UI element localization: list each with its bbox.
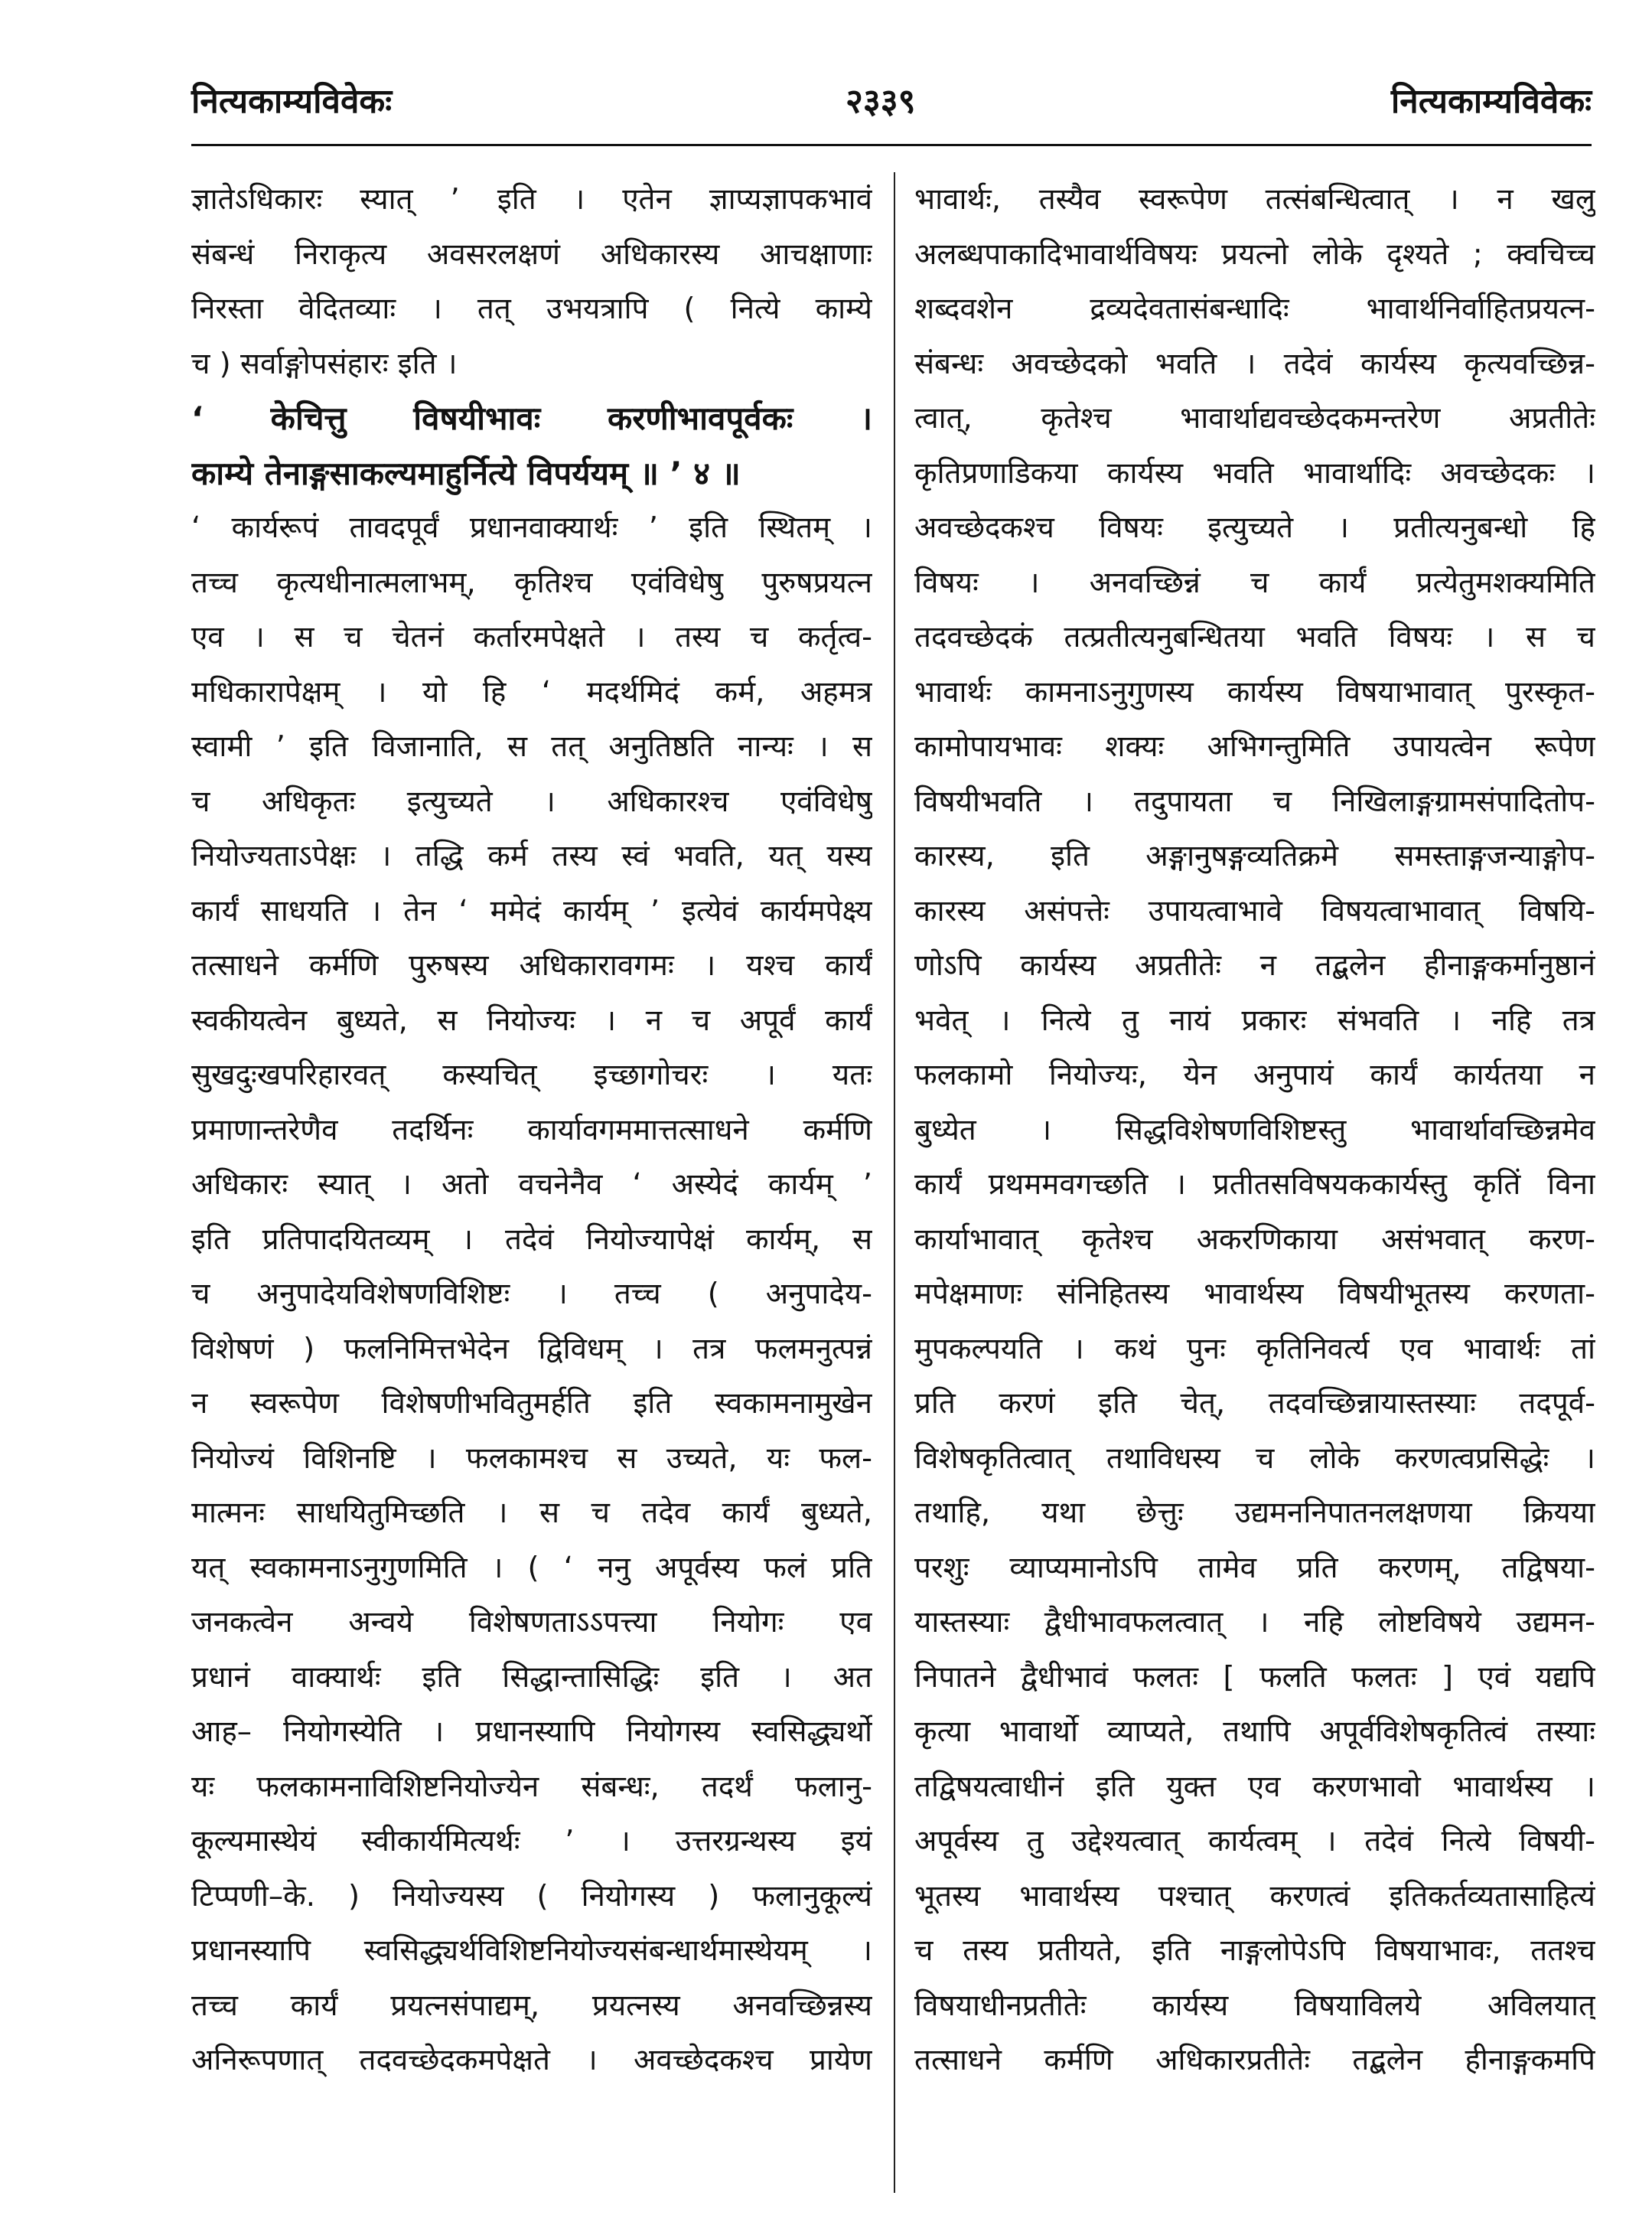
page-number: २३३९ bbox=[846, 82, 916, 121]
text-line: मुपकल्पयति । कथं पुनः कृतिनिवर्त्य एव भावार्थः तां bbox=[914, 1331, 1595, 1366]
text-line: मपेक्षमाणः संनिहितस्य भावार्थस्य विषयीभूतस्य करणता- bbox=[914, 1277, 1595, 1311]
text-line: तच्च कृत्यधीनात्मलाभम्, कृतिश्च एवंविधेषु पुरुषप्रयत्न bbox=[191, 565, 872, 600]
text-line: त्वात्, कृतेश्च भावार्थाद्यवच्छेदकमन्तरेण अप्रतीतेः bbox=[914, 401, 1595, 436]
text-line: विषयः । अनवच्छिन्नं च कार्यं प्रत्येतुमशक्यमिति bbox=[914, 565, 1595, 600]
text-line: विशेषकृतित्वात् तथाविधस्य च लोके करणत्वप्रसिद्धेः । bbox=[914, 1440, 1595, 1476]
text-line: अधिकारः स्यात् । अतो वचनेनैव ‘ अस्येदं कार्यम् ’ bbox=[191, 1167, 872, 1202]
running-title-right: नित्यकाम्यविवेकः bbox=[1390, 82, 1592, 121]
text-line: कार्याभावात् कृतेश्च अकरणिकाया असंभवात् करण- bbox=[914, 1222, 1595, 1257]
text-line: तत्साधने कर्मणि पुरुषस्य अधिकारावगमः । यश्च कार्यं bbox=[191, 948, 872, 983]
text-line: अनिरूपणात् तदवच्छेदकमपेक्षते । अवच्छेदकश्च प्रायेण bbox=[191, 2043, 872, 2077]
text-line: भावार्थः कामनाऽनुगुणस्य कार्यस्य विषयाभावात् पुरस्कृत- bbox=[914, 674, 1595, 710]
text-line: च अनुपादेयविशेषणविशिष्टः । तच्च ( अनुपादेय- bbox=[191, 1277, 872, 1311]
text-line: अवच्छेदकश्च विषयः इत्युच्यते । प्रतीत्यनुबन्धो हि bbox=[914, 511, 1595, 545]
text-line: कारस्य, इति अङ्गानुषङ्गव्यतिक्रमे समस्ताङ्गजन्याङ्गोप- bbox=[914, 839, 1595, 873]
text-line: तदवच्छेदकं तत्प्रतीत्यनुबन्धितया भवति विषयः । स च bbox=[914, 620, 1595, 654]
text-line: स्वकीयत्वेन बुध्यते, स नियोज्यः । न च अपूर्वं कार्यं bbox=[191, 1003, 872, 1038]
text-line: ‘ कार्यरूपं तावदपूर्वं प्रधानवाक्यार्थः ’ इति स्थितम् । bbox=[191, 511, 872, 545]
text-line: तच्च कार्यं प्रयत्नसंपाद्यम्, प्रयत्नस्य अनवच्छिन्नस्य bbox=[191, 1988, 872, 2023]
text-line: टिप्पणी–के. ) नियोज्यस्य ( नियोगस्य ) फलानुकूल्यं bbox=[191, 1878, 872, 1913]
text-line: प्रति करणं इति चेत्, तदवच्छिन्नायास्तस्याः तदपूर्व- bbox=[914, 1386, 1595, 1421]
right-column bbox=[914, 172, 1595, 2193]
text-line: काम्ये तेनाङ्गसाकल्यमाहुर्नित्ये विपर्ययम् ॥ ’ ४ ॥ bbox=[191, 454, 741, 492]
text-line: स्वामी ’ इति विजानाति, स तत् अनुतिष्ठति नान्यः । स bbox=[191, 729, 872, 764]
page-header bbox=[191, 77, 1592, 130]
text-line: यः फलकामनाविशिष्टनियोज्येन संबन्धः, तदर्थं फलानु- bbox=[191, 1769, 872, 1804]
text-line: कृतिप्रणाडिकया कार्यस्य भवति भावार्थादिः अवच्छेदकः । bbox=[914, 455, 1595, 491]
text-line: भावार्थः, तस्यैव स्वरूपेण तत्संबन्धित्वात् । न खलु bbox=[914, 182, 1595, 217]
text-line: प्रधानं वाक्यार्थः इति सिद्धान्तासिद्धिः इति । अत bbox=[191, 1659, 872, 1695]
text-line: परशुः व्याप्यमानोऽपि तामेव प्रति करणम्, तद्विषया- bbox=[914, 1550, 1595, 1585]
text-line: भवेत् । नित्ये तु नायं प्रकारः संभवति । नहि तत्र bbox=[914, 1003, 1595, 1038]
text-line: निरस्ता वेदितव्याः । तत् उभयत्रापि ( नित्ये काम्ये bbox=[191, 292, 872, 326]
text-line: णोऽपि कार्यस्य अप्रतीतेः न तद्बलेन हीनाङ्गकर्मानुष्ठानं bbox=[914, 948, 1595, 983]
text-line: ‘ केचित्तु विषयीभावः करणीभावपूर्वकः । bbox=[191, 400, 872, 437]
text-line: अलब्धपाकादिभावार्थविषयः प्रयत्नो लोके दृश्यते ; क्वचिच्च bbox=[914, 237, 1595, 272]
text-line: न स्वरूपेण विशेषणीभवितुमर्हति इति स्वकामनामुखेन bbox=[191, 1386, 872, 1421]
text-line: सुखदुःखपरिहारवत् कस्यचित् इच्छागोचरः । यतः bbox=[191, 1058, 872, 1092]
text-line: आह– नियोगस्येति । प्रधानस्यापि नियोगस्य स्वसिद्ध्यर्थो bbox=[191, 1714, 872, 1749]
text-line: प्रधानस्यापि स्वसिद्ध्यर्थविशिष्टनियोज्यसंबन्धार्थमास्थेयम् । bbox=[191, 1933, 872, 1968]
text-line: विषयीभवति । तदुपायता च निखिलाङ्गग्रामसंपादितोप- bbox=[914, 784, 1595, 819]
left-column bbox=[191, 172, 872, 2193]
text-line: संबन्धं निराकृत्य अवसरलक्षणं अधिकारस्य आचक्षाणाः bbox=[191, 237, 872, 272]
text-line: बुध्येत । सिद्धविशेषणविशिष्टस्तु भावार्थावच्छिन्नमेव bbox=[914, 1112, 1595, 1147]
text-line: संबन्धः अवच्छेदको भवति । तदेवं कार्यस्य कृत्यवच्छिन्न- bbox=[914, 346, 1595, 381]
text-line: कृत्या भावार्थो व्याप्यते, तथापि अपूर्वविशेषकृतित्वं तस्याः bbox=[914, 1714, 1595, 1749]
text-line: कार्यं प्रथममवगच्छति । प्रतीतसविषयककार्यस्तु कृतिं विना bbox=[914, 1167, 1595, 1202]
text-line: कारस्य असंपत्तेः उपायत्वाभावे विषयत्वाभावात् विषयि- bbox=[914, 893, 1595, 928]
text-line: प्रमाणान्तरेणैव तदर्थिनः कार्यावगममात्तत्साधने कर्मणि bbox=[191, 1112, 872, 1147]
text-line: तथाहि, यथा छेत्तुः उद्यमननिपातनलक्षणया क्रियया bbox=[914, 1496, 1595, 1530]
text-line: नियोज्यताऽपेक्षः । तद्धि कर्म तस्य स्वं भवति, यत् यस्य bbox=[191, 839, 872, 873]
header-rule bbox=[191, 144, 1592, 146]
text-line: तद्विषयत्वाधीनं इति युक्त एव करणभावो भावार्थस्य । bbox=[914, 1769, 1595, 1804]
running-title-left: नित्यकाम्यविवेकः bbox=[191, 82, 393, 121]
text-line: ज्ञातेऽधिकारः स्यात् ’ इति । एतेन ज्ञाप्यज्ञापकभावं bbox=[191, 182, 872, 217]
text-line: तत्साधने कर्मणि अधिकारप्रतीतेः तद्बलेन हीनाङ्गकमपि bbox=[914, 2043, 1595, 2077]
text-line: अपूर्वस्य तु उद्देश्यत्वात् कार्यत्वम् । तदेवं नित्ये विषयी- bbox=[914, 1824, 1595, 1858]
text-line: विषयाधीनप्रतीतेः कार्यस्य विषयाविलये अविलयात् bbox=[914, 1988, 1595, 2023]
text-line: यास्तस्याः द्वैधीभावफलत्वात् । नहि लोष्टविषये उद्यमन- bbox=[914, 1605, 1595, 1639]
text-line: कामोपायभावः शक्यः अभिगन्तुमिति उपायत्वेन रूपेण bbox=[914, 729, 1595, 764]
text-line: नियोज्यं विशिनष्टि । फलकामश्च स उच्यते, यः फल- bbox=[191, 1440, 872, 1476]
text-line: फलकामो नियोज्यः, येन अनुपायं कार्यं कार्यतया न bbox=[914, 1058, 1595, 1092]
text-line: भूतस्य भावार्थस्य पश्चात् करणत्वं इतिकर्तव्यतासाहित्यं bbox=[914, 1878, 1595, 1913]
text-line: इति प्रतिपादयितव्यम् । तदेवं नियोज्यापेक्षं कार्यम्, स bbox=[191, 1222, 872, 1257]
text-line: कूल्यमास्थेयं स्वीकार्यमित्यर्थः ’ । उत्तरग्रन्थस्य इयं bbox=[191, 1824, 872, 1858]
text-line: विशेषणं ) फलनिमित्तभेदेन द्विविधम् । तत्र फलमनुत्पन्नं bbox=[191, 1331, 872, 1366]
text-line: शब्दवशेन द्रव्यदेवतासंबन्धादिः भावार्थनिर्वाहितप्रयत्न- bbox=[914, 292, 1595, 326]
text-line: एव । स च चेतनं कर्तारमपेक्षते । तस्य च कर्तृत्व- bbox=[191, 620, 872, 654]
text-line: च अधिकृतः इत्युच्यते । अधिकारश्च एवंविधेषु bbox=[191, 784, 872, 819]
text-line: च ) सर्वाङ्गोपसंहारः इति । bbox=[191, 346, 458, 381]
column-divider bbox=[894, 172, 895, 2193]
text-line: निपातने द्वैधीभावं फलतः [ फलति फलतः ] एवं यद्यपि bbox=[914, 1659, 1595, 1695]
text-line: कार्यं साधयति । तेन ‘ ममेदं कार्यम् ’ इत्येवं कार्यमपेक्ष्य bbox=[191, 893, 872, 928]
text-line: च तस्य प्रतीयते, इति नाङ्गलोपेऽपि विषयाभावः, ततश्च bbox=[914, 1933, 1595, 1968]
text-line: मधिकारापेक्षम् । यो हि ‘ मदर्थमिदं कर्म, अहमत्र bbox=[191, 674, 872, 710]
text-line: यत् स्वकामनाऽनुगुणमिति । ( ‘ ननु अपूर्वस्य फलं प्रति bbox=[191, 1550, 872, 1585]
text-line: जनकत्वेन अन्वये विशेषणताऽऽपत्त्या नियोगः एव bbox=[191, 1605, 872, 1639]
text-line: मात्मनः साधयितुमिच्छति । स च तदेव कार्यं बुध्यते, bbox=[191, 1496, 872, 1530]
